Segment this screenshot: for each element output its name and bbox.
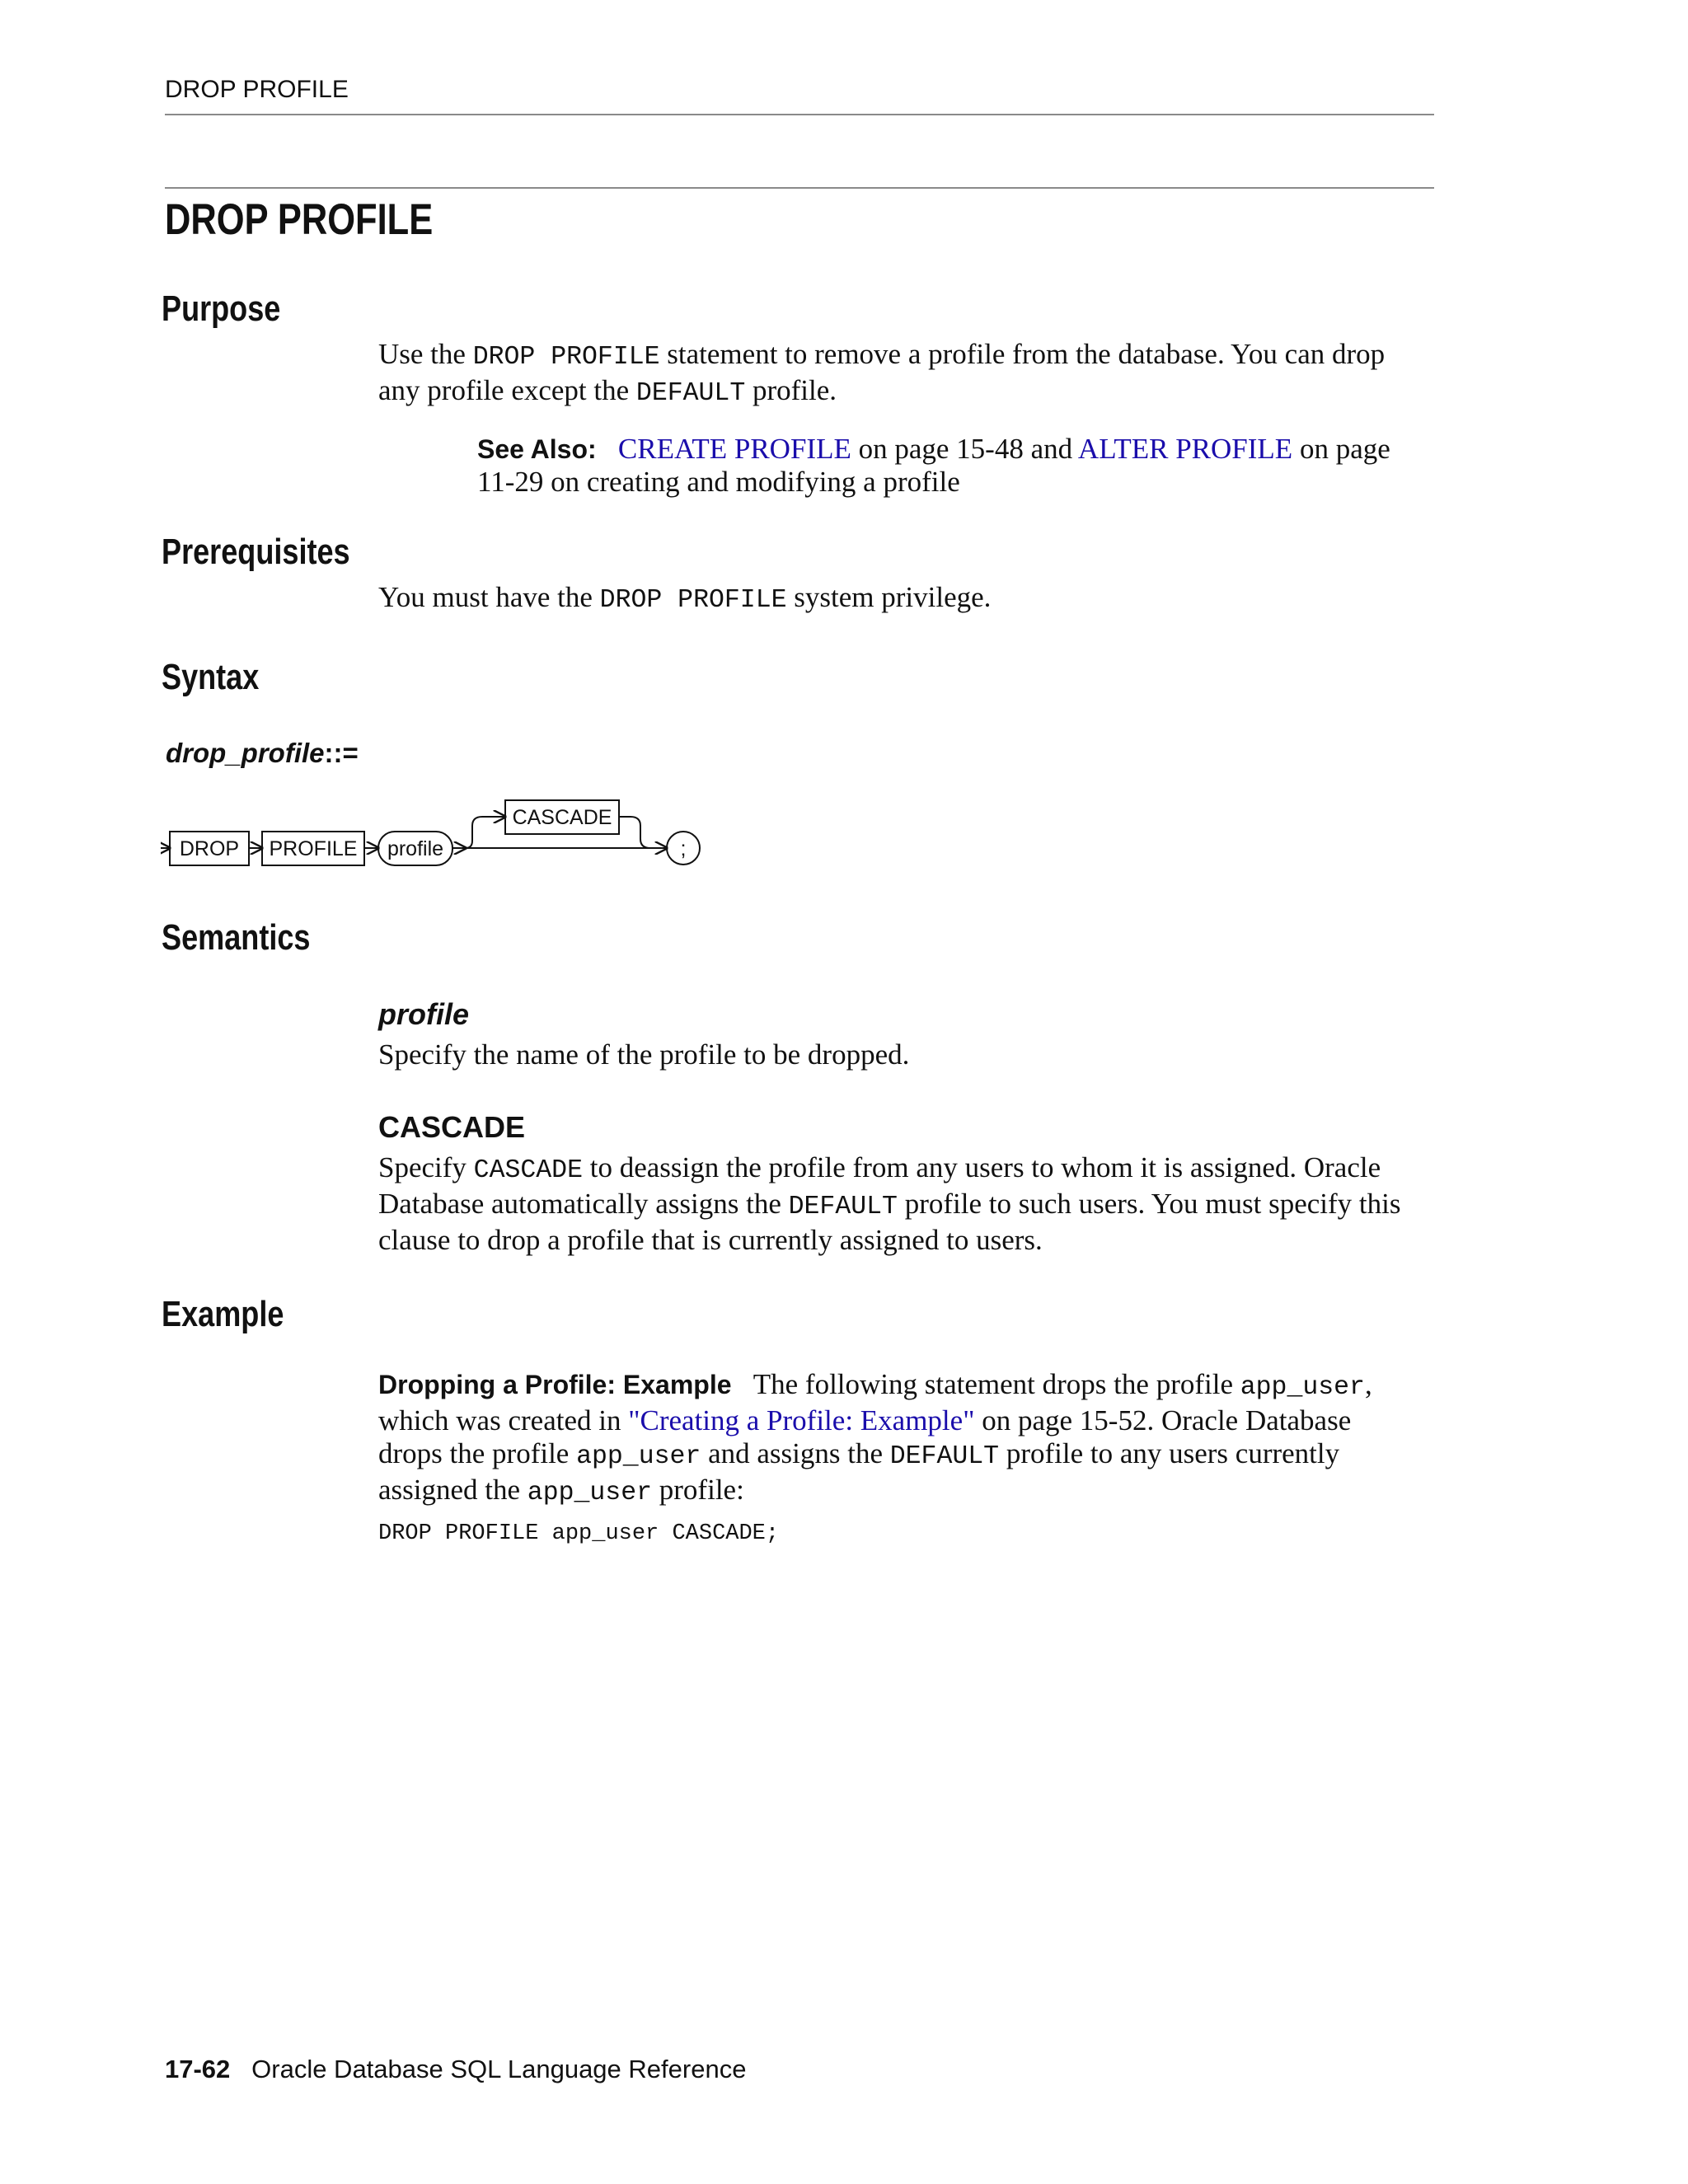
- page-number: 17-62: [165, 2055, 231, 2083]
- profile-subheading: profile: [378, 997, 470, 1031]
- code-app-user: app_user: [527, 1479, 653, 1507]
- diagram-cascade-rejoin: [619, 817, 667, 848]
- example-code-block: DROP PROFILE app_user CASCADE;: [378, 1521, 780, 1546]
- see-also-label: See Also:: [477, 434, 597, 464]
- running-header: DROP PROFILE: [165, 76, 349, 103]
- syntax-diagram: [161, 791, 721, 882]
- diagram-drop-label: DROP: [179, 837, 240, 860]
- cascade-paragraph: Specify CASCADE to deassign the profile from any users to whom it is assigned. Oracle Database automatically assigns the DEFAULT profile to such users. You must specify this clause to drop a profile that is currently assigned to users.: [378, 1151, 1401, 1256]
- code-drop-profile: DROP PROFILE: [599, 586, 787, 615]
- prerequisites-heading: Prerequisites: [162, 532, 350, 572]
- creating-profile-example-link[interactable]: "Creating a Profile: Example": [628, 1404, 975, 1436]
- code-default: DEFAULT: [788, 1193, 898, 1221]
- syntax-rule-operator: ::=: [324, 738, 359, 768]
- example-paragraph: Dropping a Profile: Example The following statement drops the profile app_user, which was created in "Creating a Profile: Example" on page 15-52. Oracle Database drops the profile app_user and assigns the DEFAULT profile to any users currently assigned the app_user profile:: [378, 1368, 1372, 1507]
- diagram-profile-param-label: profile: [387, 837, 444, 860]
- cascade-subheading: CASCADE: [378, 1110, 526, 1144]
- create-profile-link[interactable]: CREATE PROFILE: [617, 433, 851, 465]
- see-also-note: See Also: CREATE PROFILE on page 15-48 and ALTER PROFILE on page 11-29 on creating and modifying a profile: [477, 433, 1390, 498]
- profile-paragraph: Specify the name of the profile to be dropped.: [378, 1038, 910, 1071]
- purpose-paragraph: Use the DROP PROFILE statement to remove a profile from the database. You can drop any profile except the DEFAULT profile.: [378, 338, 1386, 408]
- page-title: DROP PROFILE: [165, 195, 434, 244]
- example-run-in-heading: Dropping a Profile: Example: [378, 1370, 732, 1399]
- book-title: Oracle Database SQL Language Reference: [251, 2055, 747, 2083]
- header-rule: [165, 114, 1434, 115]
- prerequisites-paragraph: You must have the DROP PROFILE system privilege.: [378, 581, 992, 615]
- title-rule: [165, 187, 1434, 189]
- diagram-profile-keyword-label: PROFILE: [269, 837, 358, 860]
- code-drop-profile: DROP PROFILE: [472, 343, 660, 372]
- diagram-cascade-label: CASCADE: [512, 806, 612, 829]
- code-app-user: app_user: [1240, 1373, 1365, 1402]
- purpose-heading: Purpose: [162, 288, 281, 329]
- code-cascade: CASCADE: [473, 1156, 583, 1185]
- page-footer: [165, 2055, 746, 2084]
- alter-profile-link[interactable]: ALTER PROFILE: [1077, 433, 1293, 465]
- syntax-heading: Syntax: [162, 657, 260, 697]
- diagram-semicolon-label: ;: [680, 837, 687, 860]
- example-heading: Example: [162, 1294, 284, 1334]
- code-app-user: app_user: [576, 1442, 701, 1471]
- code-default: DEFAULT: [635, 379, 746, 408]
- syntax-rule: [166, 738, 359, 770]
- syntax-rule-name: drop_profile: [166, 738, 325, 768]
- diagram-cascade-branch: [466, 817, 505, 848]
- code-default: DEFAULT: [889, 1442, 1000, 1471]
- semantics-heading: Semantics: [162, 917, 311, 958]
